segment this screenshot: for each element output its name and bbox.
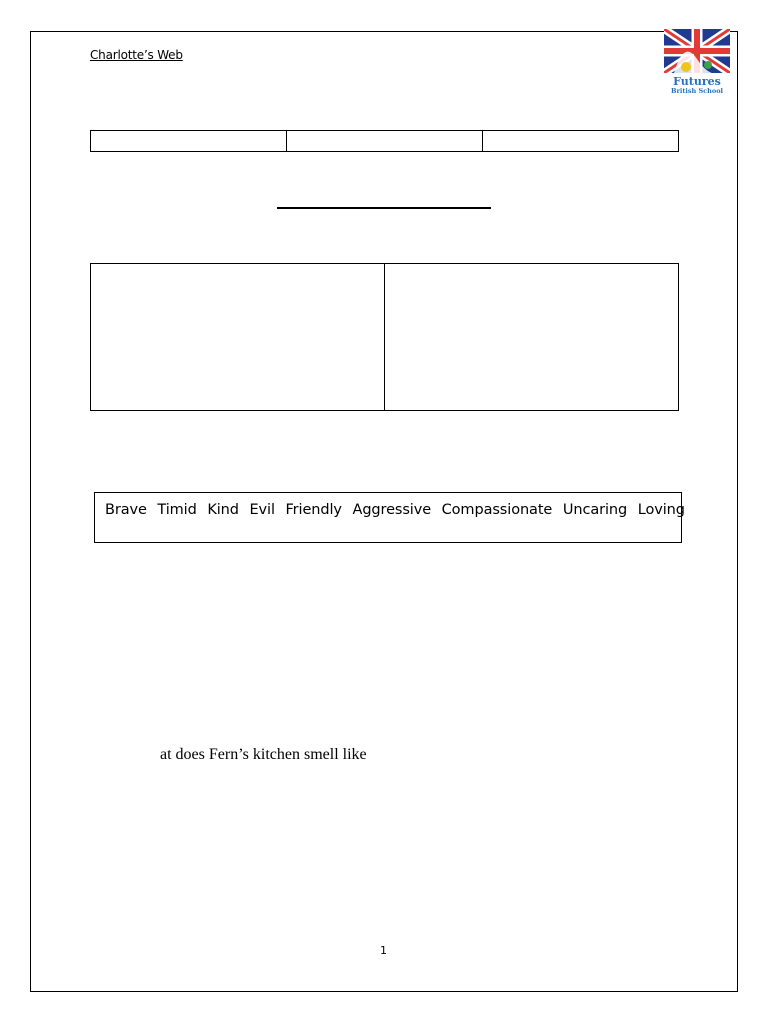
- info-cell-1[interactable]: [91, 131, 287, 152]
- word-bank-item: Compassionate: [441, 502, 553, 518]
- logo-name: Futures: [673, 75, 721, 88]
- word-bank-item: Aggressive: [352, 502, 432, 518]
- title-underline: [277, 207, 491, 209]
- page-number: 1: [380, 944, 387, 957]
- document-title: Charlotte’s Web: [90, 48, 183, 62]
- word-bank-item: Friendly: [285, 502, 342, 518]
- word-bank-item: Uncaring: [562, 502, 628, 518]
- word-bank-item: Evil: [249, 502, 275, 518]
- word-bank-item: Loving: [637, 502, 685, 518]
- logo-subtitle: British School: [670, 87, 724, 95]
- answer-boxes: [90, 263, 679, 411]
- info-cell-2[interactable]: [287, 131, 483, 152]
- school-logo: [664, 29, 730, 95]
- info-table: [90, 130, 679, 152]
- word-bank-item: Kind: [207, 502, 239, 518]
- info-cell-3[interactable]: [483, 131, 679, 152]
- answer-box-left[interactable]: [91, 264, 385, 411]
- logo-yellow-dot: [681, 62, 691, 72]
- question-text: at does Fern’s kitchen smell like: [160, 746, 367, 763]
- word-bank: [94, 492, 685, 543]
- answer-box-right[interactable]: [385, 264, 679, 411]
- word-bank-item: Timid: [157, 502, 197, 518]
- word-bank-item: Brave: [105, 502, 147, 518]
- logo-green-dot: [704, 61, 712, 69]
